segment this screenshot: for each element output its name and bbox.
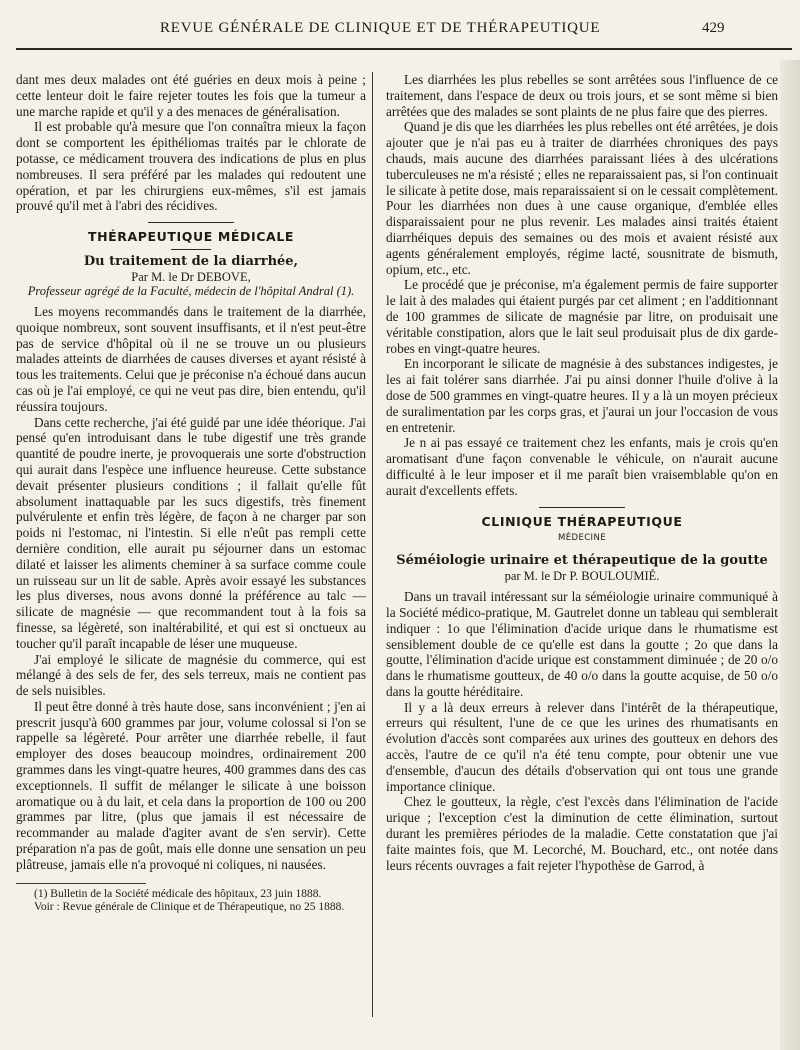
author-byline: Par M. le Dr DEBOVE, [131, 269, 251, 284]
paragraph: Le procédé que je préconise, m'a également permis de faire supporter le lait à des malades qui étaient purgés par cet aliment ; en l'additionnant de 100 grammes de silicate de magnésie par litre, on produisait une véritable constipation, alors que le lait seul produisait plus de dix garde-robes en vingt-quatre heures. [386, 277, 778, 356]
article-title: Du traitement de la diarrhée, [83, 253, 299, 269]
paragraph: Il est probable qu'à mesure que l'on connaîtra mieux la façon dont se comportent les épithéliomas traités par le chlorate de potasse, ce médicament trouvera des indications de plus en plus nombreuses. Il sera préféré par les malades qui redoutent une opération, et par les chirurgiens eux-mêmes, s'il est jamais prouvé qu'il met à l'abri des récidives. [16, 119, 366, 214]
footnote: Voir : Revue générale de Clinique et de Thérapeutique, no 25 1888. [34, 900, 345, 913]
footnote-rule [16, 883, 146, 884]
article-title: Séméiologie urinaire et thérapeutique de la goutte [396, 553, 768, 569]
footnote: (1) Bulletin de la Société médicale des hôpitaux, 23 juin 1888. [34, 887, 322, 900]
right-column [386, 72, 778, 1042]
author-affiliation: Professeur agrégé de la Faculté, médecin de l'hôpital Andral (1). [27, 283, 355, 298]
paragraph: J'ai employé le silicate de magnésie du commerce, qui est mélangé à des sels de fer, des sels terreux, mais ne contient pas de sels nuisibles. [16, 651, 366, 699]
paragraph: Il peut être donné à très haute dose, sans inconvénient ; j'en ai prescrit jusqu'à 600 grammes par jour, volume colossal si l'on se rappelle sa légèreté. Pour arrêter une diarrhée rebelle, il faut employer des doses beaucoup moindres, ordinairement 200 grammes dans les vingt-quatre heures, 400 grammes dans des cas exceptionnels. Il suffit de mélanger le silicate à une boisson aromatique ou à du lait, et cela dans la proportion de 100 ou 200 grammes par litre, (plus que jamais il est nécessaire de recommander au malade d'agiter avant de s'en servir). Cette préparation n'a pas de goût, mais elle donne une sensation un peu plâtreuse, jamais elle n'a provoqué ni coliques, ni nausées. [16, 698, 366, 872]
title-divider [171, 249, 211, 250]
paragraph: Les diarrhées les plus rebelles se sont arrêtées sous l'influence de ce traitement, dans l'espace de deux ou trois jours, et se sont même si bien arrêtées que des malades se sont plaints de ne plus faire que des pierres. [386, 72, 778, 119]
paragraph: Dans cette recherche, j'ai été guidé par une idée théorique. J'ai pensé qu'en introduisant dans le tube digestif une très grande quantité de poudre inerte, je provoquerais une sorte d'obstruction qui aurait dans l'espèce une influence heureuse. Cette substance devait présenter plusieurs conditions ; il fallait qu'elle fût absolument inattaquable par les sucs digestifs, très finement pulvérulente et enfin très légère, de façon à ne charger par son poids ni l'estomac, ni l'intestin. Si elle n'eût pas rempli cette dernière condition, elle aurait pu séjourner dans un estomac dilaté et laisser les aliments cheminer à sa surface comme coule un ruisseau sur un lit de sable. Après avoir essayé les substances les plus diverses, nous avons donné la préférence au talc — silicate de magnésie — que recommandent tout à la fois sa finesse, sa légèreté, son inaltérabilité, et qui est si onctueux au toucher qu'il paraît incapable de léser une muqueuse. [16, 414, 366, 651]
header-rule [16, 48, 792, 50]
page-number: 429 [702, 20, 725, 36]
journal-title: REVUE GÉNÉRALE DE CLINIQUE ET DE THÉRAPEUTIQUE [160, 20, 601, 36]
paragraph: En incorporant le silicate de magnésie à des substances indigestes, je les ai fait tolérer sans diarrhée. J'ai pu ainsi donner l'huile d'olive à la dose de 500 grammes en vingt-quatre heures. Il y a là un moyen précieux de suralimentation par les corps gras, et j'aurai un jour l'occasion de vous en entretenir. [386, 356, 778, 435]
page-edge [780, 60, 800, 1050]
section-title: THÉRAPEUTIQUE MÉDICALE [87, 229, 295, 245]
section-subtitle: MÉDECINE [558, 533, 606, 544]
paragraph: Dans un travail intéressant sur la séméiologie urinaire communiqué à la Société médico-pratique, M. Gautrelet donne un tableau qui semblerait indiquer : 1o que l'élimination d'acide urique dans le rhumatisme est sensiblement double de ce qu'elle est dans la goutte ; 2o que dans la goutte, l'élimination d'acide urique est constamment diminuée ; de 20 o/o dans le rhumatisme goutteux, de 40 o/o dans la goutte acquise, de 50 o/o dans la goutte héréditaire. [386, 589, 778, 699]
left-column [16, 72, 366, 1042]
author-byline: par M. le Dr P. BOULOUMIÉ. [504, 569, 660, 584]
paragraph: Chez le goutteux, la règle, c'est l'excès dans l'élimination de l'acide urique ; l'exception c'est la diminution de cette élimination, surtout durant les premières périodes de la maladie. Cette constatation que j'ai faite maintes fois, que M. Lecorché, M. Bouchard, etc., ont notée dans leurs récents ouvrages a fait rejeter l'hypothèse de Garrod, à [386, 794, 778, 873]
section-divider [148, 222, 234, 223]
paragraph: dant mes deux malades ont été guéries en deux mois à peine ; cette lenteur doit le faire rejeter toutes les fois que la tumeur a une marche rapide et qu'il y a des menaces de généralisation. [16, 72, 366, 119]
section-title: CLINIQUE THÉRAPEUTIQUE [481, 513, 683, 529]
paragraph: Je n ai pas essayé ce traitement chez les enfants, mais je crois qu'en aromatisant d'une façon convenable le véhicule, on n'aurait aucune difficulté à le leur imposer et il me paraît bien vraisemblable qu'on en aurait d'excellents effets. [386, 435, 778, 498]
running-header [0, 14, 800, 54]
section-divider [539, 507, 625, 508]
column-rule [372, 72, 373, 1017]
paragraph: Quand je dis que les diarrhées les plus rebelles ont été arrêtées, je dois ajouter que je n'ai pas eu à traiter de diarrhées chroniques des pays chauds, mais aucune des diarrhées paraissant liées à des ulcérations tuberculeuses ne m'a résisté ; elles ne reparaissaient pas, si l'on continuait le silicate à petite dose, mais reparaissaient si on le cessait complètement. Pour les diarrhées non dues à une cause organique, d'emblée elles disparaissaient pour ne plus revenir. Les malades ainsi traités étaient diarrhéiques depuis des semaines ou des mois et avaient résisté aux agents généralement employés, régime lacté, sousnitrate de bismuth, opium, etc., etc. [386, 119, 778, 277]
paragraph: Les moyens recommandés dans le traitement de la diarrhée, quoique nombreux, sont souvent insuffisants, et il n'est peut-être pas de service d'hôpital où il ne se trouve un ou plusieurs malades atteints de diarrhées de causes diverses et ayant résisté à tous les traitements. Celui que je préconise n'a échoué dans aucun cas où je l'ai employé, ce qui ne veut pas dire, bien entendu, qu'il réussira toujours. [16, 303, 366, 414]
paragraph: Il y a là deux erreurs à relever dans l'intérêt de la thérapeutique, erreurs qui résultent, l'une de ce que les urines des rhumatisants en évolution d'accès sont comparées aux urines des goutteux en dehors des accès, l'autre de ce qu'il n'a été tenu compte, pour obtenir une vue d'ensemble, d'aucun des détails d'observation qui ont tous une grande importance clinique. [386, 699, 778, 794]
